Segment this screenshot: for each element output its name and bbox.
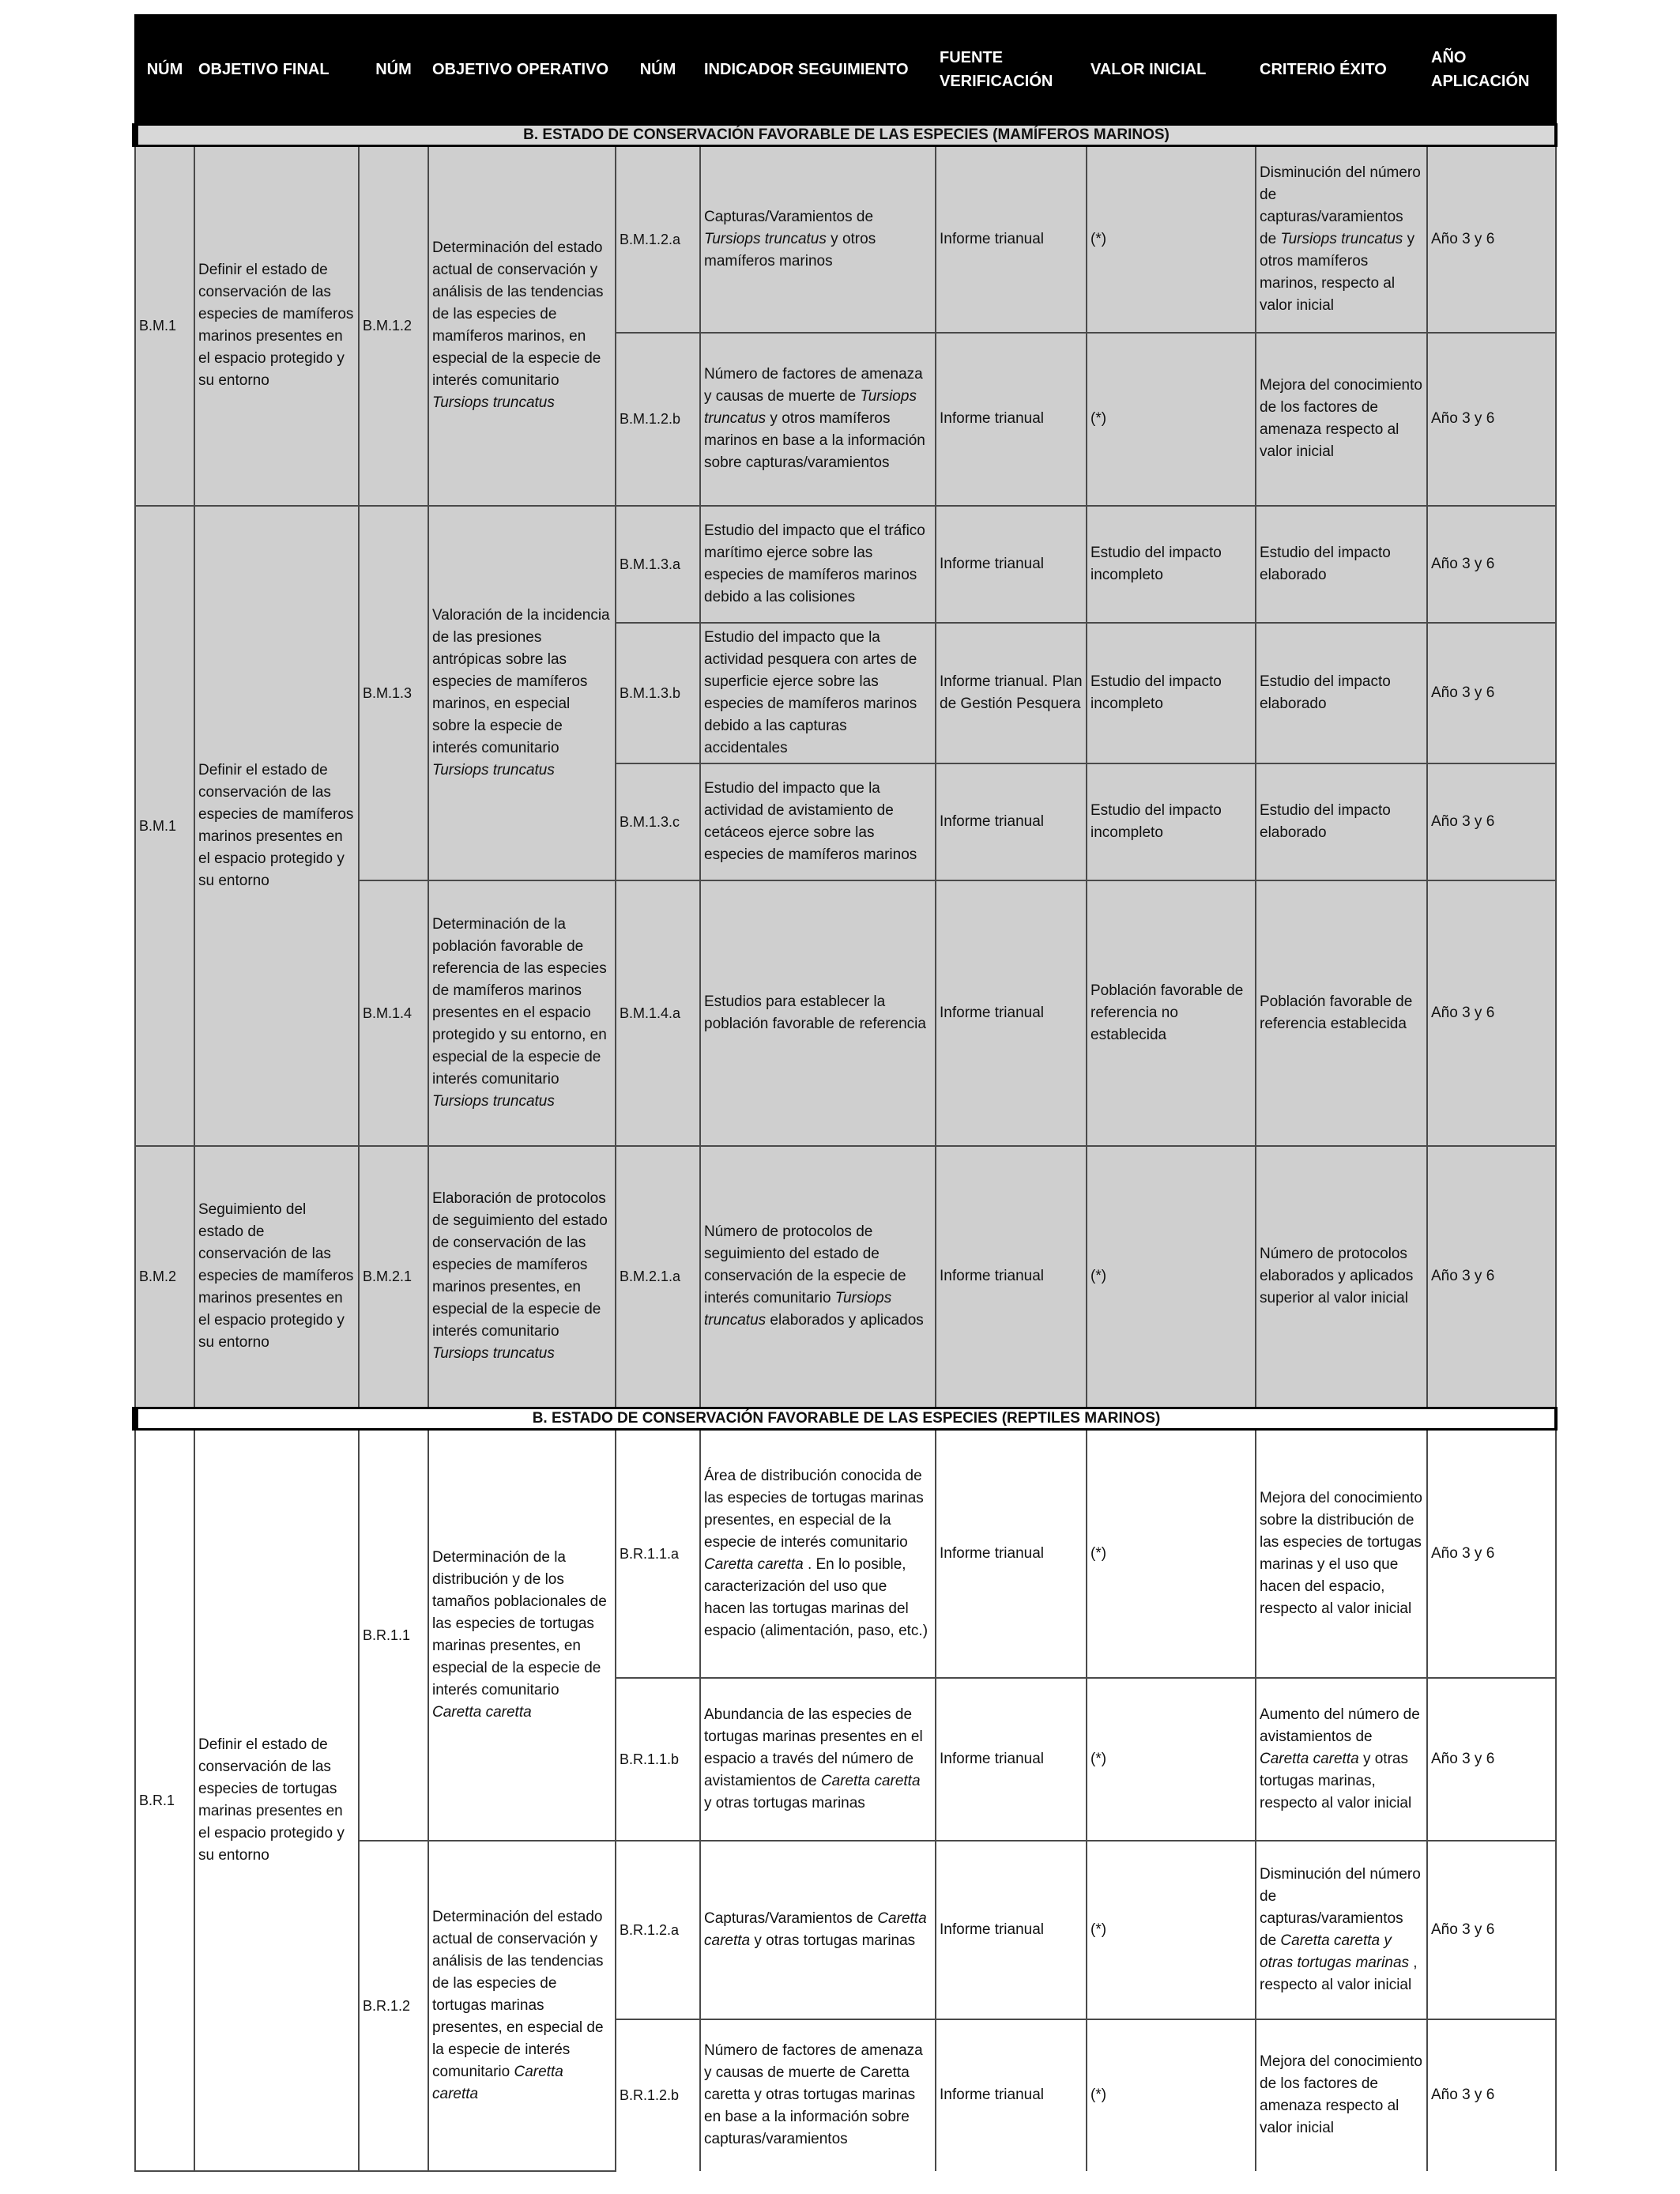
initial-value: (*) [1087, 333, 1256, 506]
indicator-code: B.M.1.2.a [616, 146, 700, 333]
initial-value: Estudio del impacto incompleto [1087, 506, 1256, 623]
success-criterion: Mejora del conocimiento sobre la distribución de las especies de tortugas marinas y el uso que hacen del espacio, respecto al valor inicial [1256, 1430, 1427, 1678]
operative-objective-code: B.M.1.4 [359, 880, 428, 1146]
application-year: Año 3 y 6 [1427, 1841, 1556, 2019]
indicator-code: B.R.1.1.b [616, 1678, 700, 1841]
section-row-reptiles [135, 1408, 1556, 1430]
indicator-code: B.M.1.3.b [616, 623, 700, 763]
initial-value: (*) [1087, 1146, 1256, 1408]
table-header-row [135, 15, 1556, 125]
operative-objective-text: Determinación del estado actual de conservación y análisis de las tendencias de las especies de mamíferos marinos, en especial de la especie de interés comunitario Tursiops truncatus [428, 146, 616, 506]
operative-objective-text: Determinación de la distribución y de los tamaños poblacionales de las especies de tortugas marinas presentes, en especial de la especie de interés comunitario Caretta caretta [428, 1430, 616, 1841]
table-row [135, 1146, 1556, 1408]
application-year: Año 3 y 6 [1427, 333, 1556, 506]
indicator-text: Área de distribución conocida de las especies de tortugas marinas presentes, en especial de la especie de interés comunitario Caretta caretta . En lo posible, caracterización del uso que hacen las tortugas marinas del espacio (alimentación, paso, etc.) [700, 1430, 936, 1678]
indicator-code: B.R.1.1.a [616, 1430, 700, 1678]
indicator-code: B.M.1.3.c [616, 763, 700, 880]
application-year: Año 3 y 6 [1427, 880, 1556, 1146]
application-year: Año 3 y 6 [1427, 1146, 1556, 1408]
indicator-text: Estudios para establecer la población favorable de referencia [700, 880, 936, 1146]
verification-source: Informe trianual [936, 763, 1087, 880]
indicator-text: Estudio del impacto que la actividad pesquera con artes de superficie ejerce sobre las especies de mamíferos marinos debido a las capturas accidentales [700, 623, 936, 763]
indicator-text: Abundancia de las especies de tortugas marinas presentes en el espacio a través del número de avistamientos de Caretta caretta y otras tortugas marinas [700, 1678, 936, 1841]
application-year: Año 3 y 6 [1427, 2019, 1556, 2171]
verification-source: Informe trianual [936, 146, 1087, 333]
final-objective-text: Seguimiento del estado de conservación de las especies de mamíferos marinos presentes en el espacio protegido y su entorno [194, 1146, 359, 1408]
indicator-code: B.R.1.2.b [616, 2019, 700, 2171]
indicator-text: Número de protocolos de seguimiento del estado de conservación de la especie de interés comunitario Tursiops truncatus elaborados y aplicados [700, 1146, 936, 1408]
table-row [135, 1430, 1556, 1678]
success-criterion: Número de protocolos elaborados y aplicados superior al valor inicial [1256, 1146, 1427, 1408]
header-num-operativo: NÚM [359, 15, 428, 125]
success-criterion: Disminución del número de capturas/varamientos de Tursiops truncatus y otros mamíferos marinos, respecto al valor inicial [1256, 146, 1427, 333]
verification-source: Informe trianual [936, 1146, 1087, 1408]
verification-source: Informe trianual [936, 1678, 1087, 1841]
application-year: Año 3 y 6 [1427, 623, 1556, 763]
indicator-code: B.M.2.1.a [616, 1146, 700, 1408]
table-row [135, 146, 1556, 333]
success-criterion: Disminución del número de capturas/varamientos de Caretta caretta y otras tortugas marinas , respecto al valor inicial [1256, 1841, 1427, 2019]
indicator-code: B.M.1.3.a [616, 506, 700, 623]
header-objetivo-final: OBJETIVO FINAL [194, 15, 359, 125]
indicator-text: Número de factores de amenaza y causas de muerte de Tursiops truncatus y otros mamíferos marinos en base a la información sobre capturas/varamientos [700, 333, 936, 506]
verification-source: Informe trianual. Plan de Gestión Pesquera [936, 623, 1087, 763]
verification-source: Informe trianual [936, 333, 1087, 506]
initial-value: (*) [1087, 1678, 1256, 1841]
header-anio: AÑO APLICACIÓN [1427, 15, 1556, 125]
operative-objective-text: Determinación del estado actual de conservación y análisis de las tendencias de las especies de tortugas marinas presentes, en especial de la especie de interés comunitario Caretta caretta [428, 1841, 616, 2171]
table-row [135, 506, 1556, 623]
operative-objective-text: Determinación de la población favorable de referencia de las especies de mamíferos marinos presentes en el espacio protegido y su entorno, en especial de la especie de interés comunitario Tursiops truncatus [428, 880, 616, 1146]
verification-source: Informe trianual [936, 506, 1087, 623]
indicator-text: Estudio del impacto que el tráfico marítimo ejerce sobre las especies de mamíferos marinos debido a las colisiones [700, 506, 936, 623]
initial-value: Población favorable de referencia no establecida [1087, 880, 1256, 1146]
indicator-code: B.M.1.2.b [616, 333, 700, 506]
header-objetivo-operativo: OBJETIVO OPERATIVO [428, 15, 616, 125]
section-title: B. ESTADO DE CONSERVACIÓN FAVORABLE DE LAS ESPECIES (MAMÍFEROS MARINOS) [135, 125, 1556, 146]
indicator-text: Estudio del impacto que la actividad de avistamiento de cetáceos ejerce sobre las especies de mamíferos marinos [700, 763, 936, 880]
section-row-mamiferos [135, 125, 1556, 146]
header-valor-inicial: VALOR INICIAL [1087, 15, 1256, 125]
indicator-code: B.R.1.2.a [616, 1841, 700, 2019]
final-objective-text: Definir el estado de conservación de las especies de mamíferos marinos presentes en el espacio protegido y su entorno [194, 146, 359, 506]
operative-objective-code: B.M.1.3 [359, 506, 428, 880]
section-title: B. ESTADO DE CONSERVACIÓN FAVORABLE DE LAS ESPECIES (REPTILES MARINOS) [135, 1408, 1556, 1430]
success-criterion: Estudio del impacto elaborado [1256, 623, 1427, 763]
final-objective-code: B.M.1 [135, 146, 194, 506]
objectives-table [132, 14, 1558, 2172]
success-criterion: Estudio del impacto elaborado [1256, 763, 1427, 880]
application-year: Año 3 y 6 [1427, 763, 1556, 880]
application-year: Año 3 y 6 [1427, 146, 1556, 333]
header-fuente: FUENTE VERIFICACIÓN [936, 15, 1087, 125]
final-objective-code: B.M.2 [135, 1146, 194, 1408]
verification-source: Informe trianual [936, 2019, 1087, 2171]
application-year: Año 3 y 6 [1427, 1678, 1556, 1841]
header-indicador: INDICADOR SEGUIMIENTO [700, 15, 936, 125]
verification-source: Informe trianual [936, 1841, 1087, 2019]
operative-objective-code: B.R.1.2 [359, 1841, 428, 2171]
initial-value: (*) [1087, 146, 1256, 333]
final-objective-text: Definir el estado de conservación de las especies de tortugas marinas presentes en el espacio protegido y su entorno [194, 1430, 359, 2171]
initial-value: (*) [1087, 2019, 1256, 2171]
indicator-code: B.M.1.4.a [616, 880, 700, 1146]
initial-value: (*) [1087, 1430, 1256, 1678]
header-num-final: NÚM [135, 15, 194, 125]
operative-objective-text: Valoración de la incidencia de las presiones antrópicas sobre las especies de mamíferos marinos, en especial sobre la especie de interés comunitario Tursiops truncatus [428, 506, 616, 880]
success-criterion: Población favorable de referencia establecida [1256, 880, 1427, 1146]
initial-value: Estudio del impacto incompleto [1087, 623, 1256, 763]
application-year: Año 3 y 6 [1427, 1430, 1556, 1678]
initial-value: Estudio del impacto incompleto [1087, 763, 1256, 880]
success-criterion: Aumento del número de avistamientos de Caretta caretta y otras tortugas marinas, respecto al valor inicial [1256, 1678, 1427, 1841]
success-criterion: Mejora del conocimiento de los factores de amenaza respecto al valor inicial [1256, 2019, 1427, 2171]
header-criterio: CRITERIO ÉXITO [1256, 15, 1427, 125]
indicator-text: Capturas/Varamientos de Tursiops truncatus y otros mamíferos marinos [700, 146, 936, 333]
final-objective-code: B.R.1 [135, 1430, 194, 2171]
operative-objective-code: B.M.2.1 [359, 1146, 428, 1408]
operative-objective-code: B.R.1.1 [359, 1430, 428, 1841]
operative-objective-code: B.M.1.2 [359, 146, 428, 506]
initial-value: (*) [1087, 1841, 1256, 2019]
final-objective-code: B.M.1 [135, 506, 194, 1146]
final-objective-text: Definir el estado de conservación de las especies de mamíferos marinos presentes en el espacio protegido y su entorno [194, 506, 359, 1146]
indicator-text: Número de factores de amenaza y causas de muerte de Caretta caretta y otras tortugas marinas en base a la información sobre capturas/varamientos [700, 2019, 936, 2171]
success-criterion: Estudio del impacto elaborado [1256, 506, 1427, 623]
application-year: Año 3 y 6 [1427, 506, 1556, 623]
indicator-text: Capturas/Varamientos de Caretta caretta y otras tortugas marinas [700, 1841, 936, 2019]
success-criterion: Mejora del conocimiento de los factores de amenaza respecto al valor inicial [1256, 333, 1427, 506]
header-num-indicador: NÚM [616, 15, 700, 125]
operative-objective-text: Elaboración de protocolos de seguimiento del estado de conservación de las especies de mamíferos marinos presentes, en especial de la especie de interés comunitario Tursiops truncatus [428, 1146, 616, 1408]
verification-source: Informe trianual [936, 880, 1087, 1146]
verification-source: Informe trianual [936, 1430, 1087, 1678]
